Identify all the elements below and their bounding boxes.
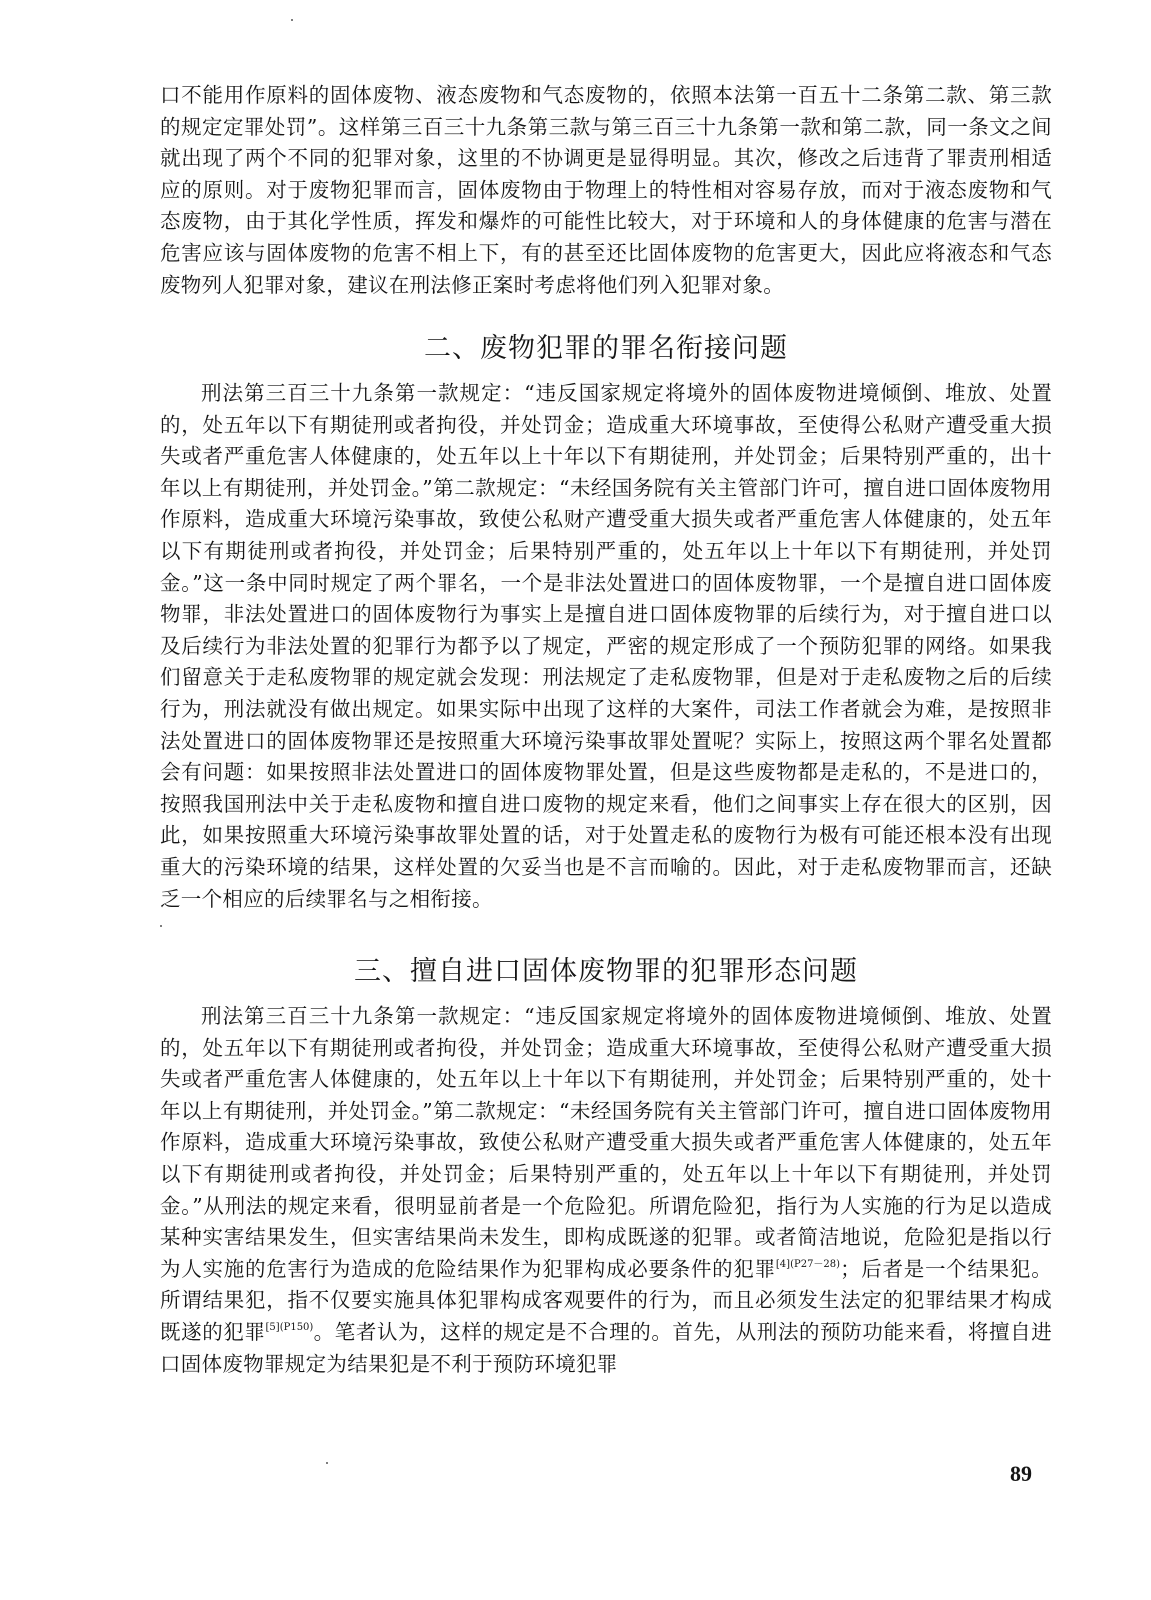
scan-speck	[326, 1462, 328, 1464]
paragraph-text: 。笔者认为，这样的规定是不合理的。首先，从刑法的预防功能来看，将擅自进口固体废物罪规定为结果犯是不利于预防环境犯罪	[160, 1319, 1053, 1376]
paragraph-text: ；后者是一个结果犯。所谓结果犯，指不仅要实施具体犯罪构成客观要件的行为，而且必须发生法定的犯罪结果才构成既遂的犯罪	[160, 1256, 1053, 1344]
scan-speck	[291, 19, 293, 21]
section-3-text	[160, 1001, 1052, 1380]
paragraph: 口不能用作原料的固体废物、液态废物和气态废物的，依照本法第一百五十二条第二款、第三款的规定定罪处罚”。这样第三百三十九条第三款与第三百三十九条第一款和第二款，同一条文之间就出现了两个不同的犯罪对象，这里的不协调更是显得明显。其次，修改之后违背了罪责刑相适应的原则。对于废物犯罪而言，固体废物由于物理上的特性相对容易存放，而对于液态废物和气态废物，由于其化学性质，挥发和爆炸的可能性比较大，对于环境和人的身体健康的危害与潜在危害应该与固体废物的危害不相上下，有的甚至还比固体废物的危害更大，因此应将液态和气态废物列人犯罪对象，建议在刑法修正案时考虑将他们列入犯罪对象。	[160, 83, 1052, 297]
section-heading: 三、擅自进口固体废物罪的犯罪形态问题	[354, 956, 858, 987]
citation: [5](P150)	[265, 1321, 314, 1333]
paragraph: 刑法第三百三十九条第一款规定：“违反国家规定将境外的固体废物进境倾倒、堆放、处置的，处五年以下有期徒刑或者拘役，并处罚金；造成重大环境事故，至使得公私财产遭受重大损失或者严重危害人体健康的，处五年以上十年以下有期徒刑，并处罚金；后果特别严重的，出十年以上有期徒刑，并处罚金。”第二款规定：“未经国务院有关主管部门许可，擅自进口固体废物用作原料，造成重大环境污染事故，致使公私财产遭受重大损失或者严重危害人体健康的，处五年以下有期徒刑或者拘役，并处罚金；后果特别严重的，处五年以上十年以下有期徒刑，并处罚金。”这一条中同时规定了两个罪名，一个是非法处置进口的固体废物罪，一个是擅自进口固体废物罪，非法处置进口的固体废物行为事实上是擅自进口固体废物罪的后续行为，对于擅自进口以及后续行为非法处置的犯罪行为都予以了规定，严密的规定形成了一个预防犯罪的网络。如果我们留意关于走私废物罪的规定就会发现：刑法规定了走私废物罪，但是对于走私废物之后的后续行为，刑法就没有做出规定。如果实际中出现了这样的大案件，司法工作者就会为难，是按照非法处置进口的固体废物罪还是按照重大环境污染事故罪处置呢？实际上，按照这两个罪名处置都会有问题：如果按照非法处置进口的固体废物罪处置，但是这些废物都是走私的，不是进口的，按照我国刑法中关于走私废物和擅自进口废物的规定来看，他们之间事实上存在很大的区别，因此，如果按照重大环境污染事故罪处置的话，对于处置走私的废物行为极有可能还根本没有出现重大的污染环境的结果，这样处置的欠妥当也是不言而喻的。因此，对于走私废物罪而言，还缺乏一个相应的后续罪名与之相衔接。	[160, 381, 1052, 911]
page-number: 89	[1010, 1461, 1032, 1486]
intro-text	[160, 80, 1052, 301]
section-heading: 二、废物犯罪的罪名衔接问题	[424, 333, 788, 364]
paragraph-text: 刑法第三百三十九条第一款规定：“违反国家规定将境外的固体废物进境倾倒、堆放、处置的，处五年以下有期徒刑或者拘役，并处罚金；造成重大环境事故，至使得公私财产遭受重大损失或者严重危害人体健康的，处五年以上十年以下有期徒刑，并处罚金；后果特别严重的，处十年以上有期徒刑，并处罚金。”第二款规定：“未经国务院有关主管部门许可，擅自进口固体废物用作原料，造成重大环境污染事故，致使公私财产遭受重大损失或者严重危害人体健康的，处五年以下有期徒刑或者拘役，并处罚金；后果特别严重的，处五年以上十年以下有期徒刑，并处罚金。”从刑法的规定来看，很明显前者是一个危险犯。所谓危险犯，指行为人实施的行为足以造成某种实害结果发生，但实害结果尚未发生，即构成既遂的犯罪。或者简洁地说，危险犯是指以行为人实施的危害行为造成的危险结果作为犯罪构成必要条件的犯罪	[160, 1004, 1052, 1281]
section-2-text	[160, 378, 1052, 915]
citation: [4](P27－28)	[775, 1258, 841, 1270]
scan-speck	[160, 925, 162, 927]
paragraph	[160, 1001, 1052, 1380]
